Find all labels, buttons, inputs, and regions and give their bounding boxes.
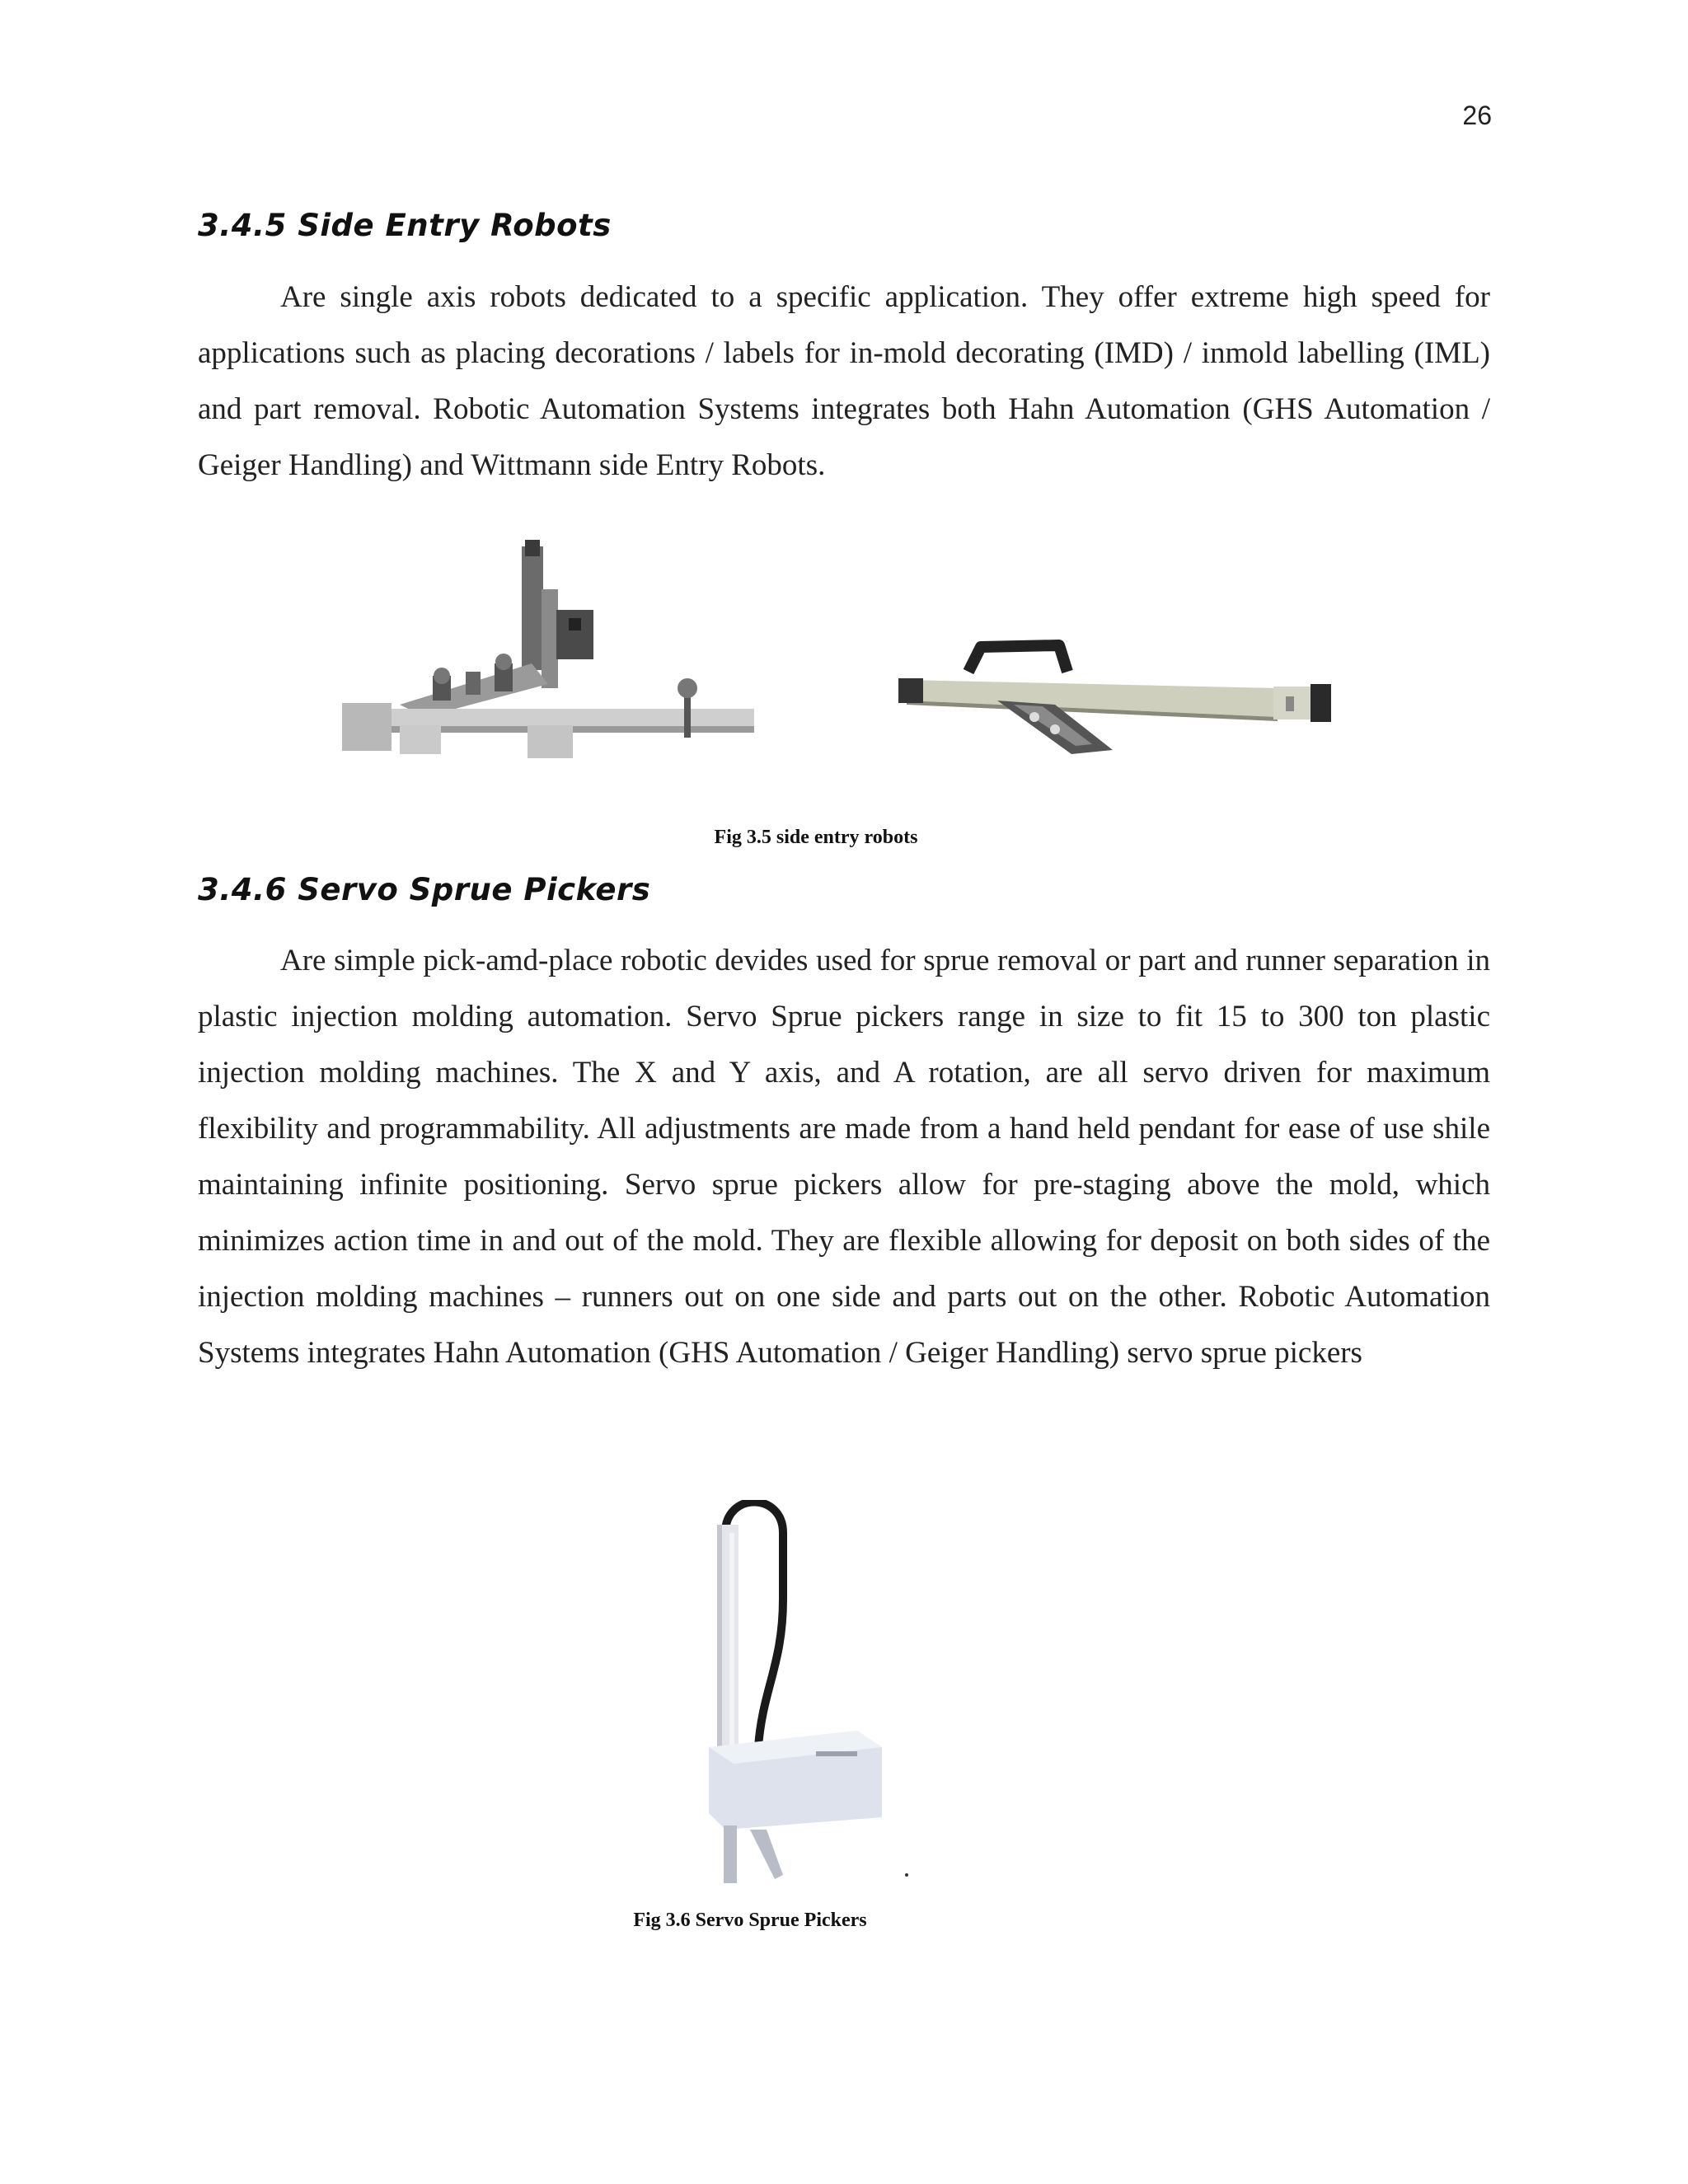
side-entry-robot-image-left <box>334 540 762 771</box>
page-number: 26 <box>1462 101 1492 130</box>
side-entry-robot-image-right <box>898 639 1343 762</box>
figure-caption-3-5: Fig 3.5 side entry robots <box>714 827 918 848</box>
figure-caption-3-6: Fig 3.6 Servo Sprue Pickers <box>633 1910 867 1931</box>
section-heading-servo-sprue-pickers: 3.4.6 Servo Sprue Pickers <box>198 872 651 907</box>
section-heading-side-entry-robots: 3.4.5 Side Entry Robots <box>198 208 612 243</box>
servo-sprue-pickers-paragraph <box>198 933 1490 1381</box>
side-entry-robots-text: Are single axis robots dedicated to a specific application. They offer extreme high speed for applications such as placing decorations / labels for in-mold decorating (IMD) / inmold labelling (IML) and part removal. Robotic Automation Systems integrates both Hahn Automation (GHS Automation / Geiger Handling) and Wittmann side Entry Robots. <box>198 280 1490 482</box>
side-entry-robots-paragraph <box>198 269 1490 494</box>
servo-sprue-pickers-text: Are simple pick-amd-place robotic devides used for sprue removal or part and runner separation in plastic injection molding automation. Servo Sprue pickers range in size to fit 15 to 300 ton plastic injection molding machines. The X and Y axis, and A rotation, are all servo driven for maximum flexibility and programmability. All adjustments are made from a hand held pendant for ease of use shile maintaining infinite positioning. Servo sprue pickers allow for pre-staging above the mold, which minimizes action time in and out of the mold. They are flexible allowing for deposit on both sides of the injection molding machines – runners out on one side and parts out on the other. Robotic Automation Systems integrates Hahn Automation (GHS Automation / Geiger Handling) servo sprue pickers <box>198 944 1490 1370</box>
servo-sprue-picker-image <box>692 1500 923 1887</box>
